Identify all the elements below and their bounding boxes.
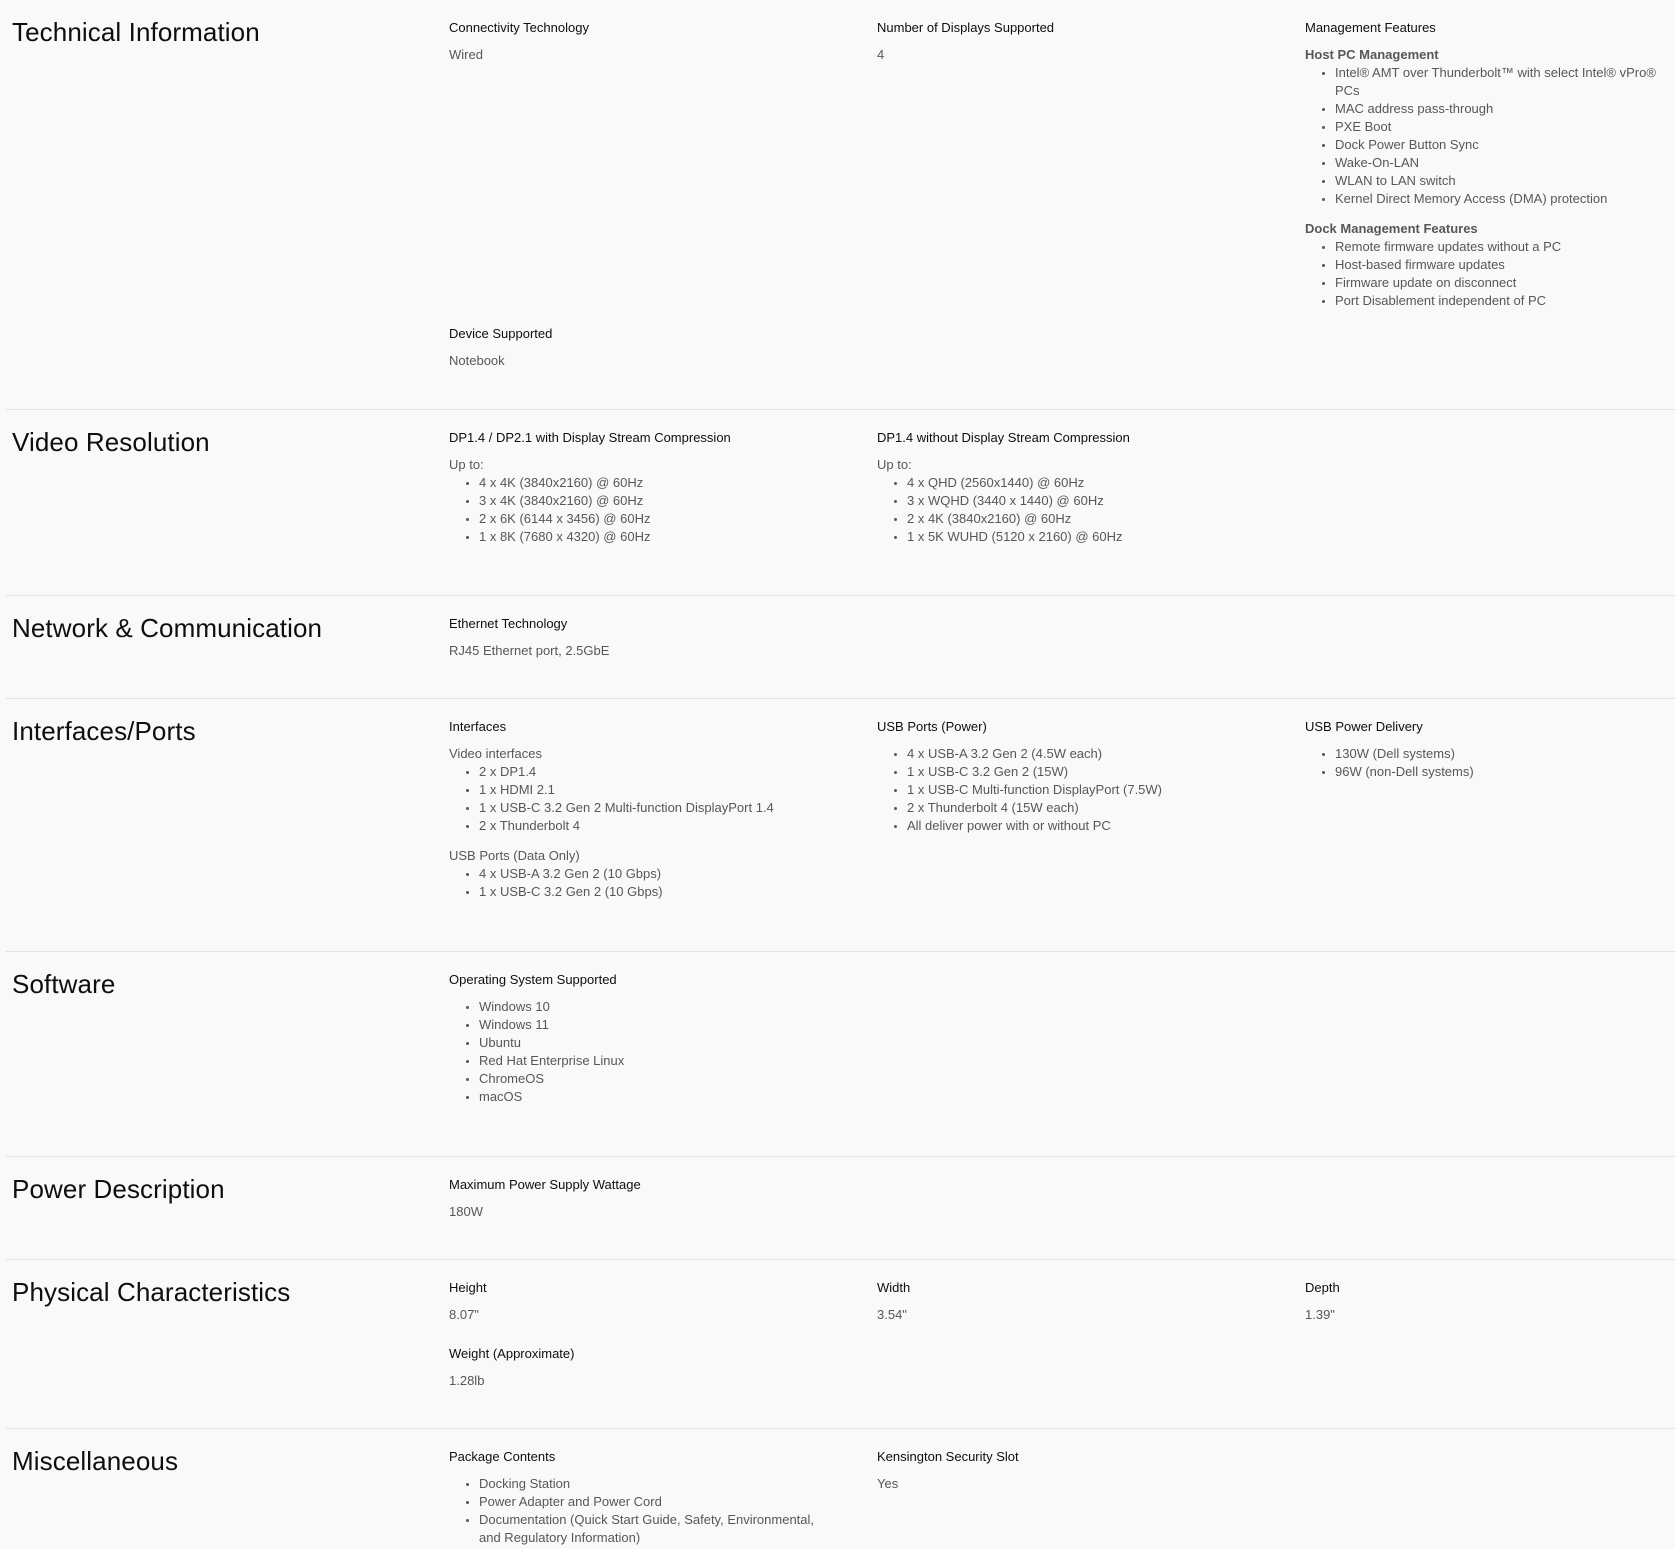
list-item: • 4 x QHD (2560x1440) @ 60Hz	[907, 474, 1277, 492]
attr-value: 4	[877, 47, 885, 62]
attr-value: 1.28lb	[449, 1373, 485, 1388]
attr-value: 3.54"	[877, 1307, 907, 1322]
attr-dp-without-dsc	[877, 429, 1277, 546]
section-video-resolution	[6, 410, 1675, 596]
list-item: • Host-based firmware updates	[1335, 256, 1675, 274]
usb-data-list	[449, 865, 849, 901]
list-item: • 1 x USB-C 3.2 Gen 2 Multi-function DisplayPort 1.4	[479, 799, 849, 817]
list-item: • WLAN to LAN switch	[1335, 172, 1675, 190]
attr-usb-power-delivery	[1305, 718, 1675, 781]
list-item: • 96W (non-Dell systems)	[1335, 763, 1675, 781]
attr-connectivity-technology	[449, 19, 849, 64]
attr-depth	[1305, 1279, 1675, 1324]
list-item: • 2 x Thunderbolt 4	[479, 817, 849, 835]
attr-label: Ethernet Technology	[449, 616, 568, 631]
attr-dp-with-dsc	[449, 429, 849, 546]
attr-label: DP1.4 without Display Stream Compression	[877, 430, 1130, 445]
list-item: • 2 x DP1.4	[479, 763, 849, 781]
attr-kensington-slot	[877, 1448, 1277, 1493]
attr-management-features	[1305, 19, 1675, 310]
attr-max-power-wattage	[449, 1176, 849, 1221]
list-item: • All deliver power with or without PC	[907, 817, 1277, 835]
up-to-label: Up to:	[449, 457, 484, 472]
attr-label: Width	[877, 1280, 911, 1295]
list-item: • 4 x USB-A 3.2 Gen 2 (4.5W each)	[907, 745, 1277, 763]
list-item: • 1 x 8K (7680 x 4320) @ 60Hz	[479, 528, 849, 546]
attr-label: Kensington Security Slot	[877, 1449, 1019, 1464]
section-software	[6, 952, 1675, 1157]
attr-label: Number of Displays Supported	[877, 20, 1055, 35]
section-title: Power Description	[12, 1174, 225, 1204]
section-title: Technical Information	[12, 17, 260, 47]
list-item: • Wake-On-LAN	[1335, 154, 1675, 172]
list-item: • Red Hat Enterprise Linux	[479, 1052, 849, 1070]
video-interfaces-list	[449, 763, 849, 835]
list-item: • Documentation (Quick Start Guide, Safety, Environmental, and Regulatory Information)	[479, 1511, 829, 1547]
attr-interfaces	[449, 718, 849, 901]
attr-value: 1.39"	[1305, 1307, 1335, 1322]
attr-usb-ports-power	[877, 718, 1277, 835]
list-item: • MAC address pass-through	[1335, 100, 1675, 118]
list-item: • Port Disablement independent of PC	[1335, 292, 1675, 310]
attr-number-of-displays	[877, 19, 1277, 64]
list-item: • 2 x 6K (6144 x 3456) @ 60Hz	[479, 510, 849, 528]
list-item: • 1 x HDMI 2.1	[479, 781, 849, 799]
list-item: • 2 x Thunderbolt 4 (15W each)	[907, 799, 1277, 817]
host-pc-management-list	[1305, 64, 1675, 208]
section-title: Miscellaneous	[12, 1446, 179, 1476]
attr-label: Depth	[1305, 1280, 1340, 1295]
usb-data-heading: USB Ports (Data Only)	[449, 848, 580, 863]
list-item: • 130W (Dell systems)	[1335, 745, 1675, 763]
attr-value: Wired	[449, 47, 483, 62]
usb-power-list	[877, 745, 1277, 835]
attr-label: Device Supported	[449, 326, 553, 341]
section-network-communication	[6, 596, 1675, 699]
resolution-list	[877, 474, 1277, 546]
up-to-label: Up to:	[877, 457, 912, 472]
section-miscellaneous	[6, 1429, 1675, 1549]
list-item: • 3 x WQHD (3440 x 1440) @ 60Hz	[907, 492, 1277, 510]
os-list	[449, 998, 849, 1106]
section-title: Physical Characteristics	[12, 1277, 291, 1307]
list-item: • Power Adapter and Power Cord	[479, 1493, 829, 1511]
list-item: • 4 x USB-A 3.2 Gen 2 (10 Gbps)	[479, 865, 849, 883]
attr-operating-system	[449, 971, 849, 1106]
list-item: • Kernel Direct Memory Access (DMA) protection	[1335, 190, 1675, 208]
attr-label: Operating System Supported	[449, 972, 617, 987]
attr-value: RJ45 Ethernet port, 2.5GbE	[449, 643, 610, 658]
attr-label: Management Features	[1305, 20, 1436, 35]
section-interfaces-ports	[6, 699, 1675, 952]
dock-management-list	[1305, 238, 1675, 310]
attr-device-supported	[449, 325, 849, 370]
video-interfaces-heading: Video interfaces	[449, 746, 542, 761]
list-item: • Firmware update on disconnect	[1335, 274, 1675, 292]
attr-label: Connectivity Technology	[449, 20, 589, 35]
list-item: • Docking Station	[479, 1475, 829, 1493]
attr-package-contents	[449, 1448, 829, 1547]
list-item: • 1 x USB-C 3.2 Gen 2 (10 Gbps)	[479, 883, 849, 901]
list-item: • Windows 10	[479, 998, 849, 1016]
attr-label: USB Power Delivery	[1305, 719, 1423, 734]
list-item: • Windows 11	[479, 1016, 849, 1034]
section-title: Network & Communication	[12, 613, 323, 643]
attr-value: Notebook	[449, 353, 505, 368]
list-item: • ChromeOS	[479, 1070, 849, 1088]
list-item: • Intel® AMT over Thunderbolt™ with select Intel® vPro® PCs	[1335, 64, 1675, 100]
section-title: Software	[12, 969, 116, 999]
attr-label: Height	[449, 1280, 487, 1295]
attr-ethernet-technology	[449, 615, 849, 660]
package-list	[449, 1475, 829, 1547]
section-title: Video Resolution	[12, 427, 210, 457]
list-item: • 4 x 4K (3840x2160) @ 60Hz	[479, 474, 849, 492]
resolution-list	[449, 474, 849, 546]
usb-pd-list	[1305, 745, 1675, 781]
list-item: • Ubuntu	[479, 1034, 849, 1052]
section-physical-characteristics	[6, 1260, 1675, 1429]
attr-height	[449, 1279, 849, 1324]
attr-label: Weight (Approximate)	[449, 1346, 575, 1361]
list-item: • macOS	[479, 1088, 849, 1106]
section-power-description	[6, 1157, 1675, 1260]
attr-weight	[449, 1345, 849, 1390]
list-item: • 1 x USB-C Multi-function DisplayPort (7.5W)	[907, 781, 1277, 799]
attr-label: Maximum Power Supply Wattage	[449, 1177, 641, 1192]
list-item: • 1 x USB-C 3.2 Gen 2 (15W)	[907, 763, 1277, 781]
section-title: Interfaces/Ports	[12, 716, 196, 746]
host-pc-management-heading: Host PC Management	[1305, 47, 1439, 62]
attr-label: Interfaces	[449, 719, 507, 734]
attr-value: Yes	[877, 1476, 899, 1491]
attr-width	[877, 1279, 1277, 1324]
attr-label: USB Ports (Power)	[877, 719, 987, 734]
section-technical-information	[6, 0, 1675, 410]
list-item: • 3 x 4K (3840x2160) @ 60Hz	[479, 492, 849, 510]
list-item: • Dock Power Button Sync	[1335, 136, 1675, 154]
list-item: • 2 x 4K (3840x2160) @ 60Hz	[907, 510, 1277, 528]
attr-label: Package Contents	[449, 1449, 556, 1464]
attr-value: 180W	[449, 1204, 483, 1219]
dock-management-heading: Dock Management Features	[1305, 221, 1478, 236]
list-item: • Remote firmware updates without a PC	[1335, 238, 1675, 256]
list-item: • 1 x 5K WUHD (5120 x 2160) @ 60Hz	[907, 528, 1277, 546]
attr-value: 8.07"	[449, 1307, 479, 1322]
attr-label: DP1.4 / DP2.1 with Display Stream Compression	[449, 430, 731, 445]
list-item: • PXE Boot	[1335, 118, 1675, 136]
